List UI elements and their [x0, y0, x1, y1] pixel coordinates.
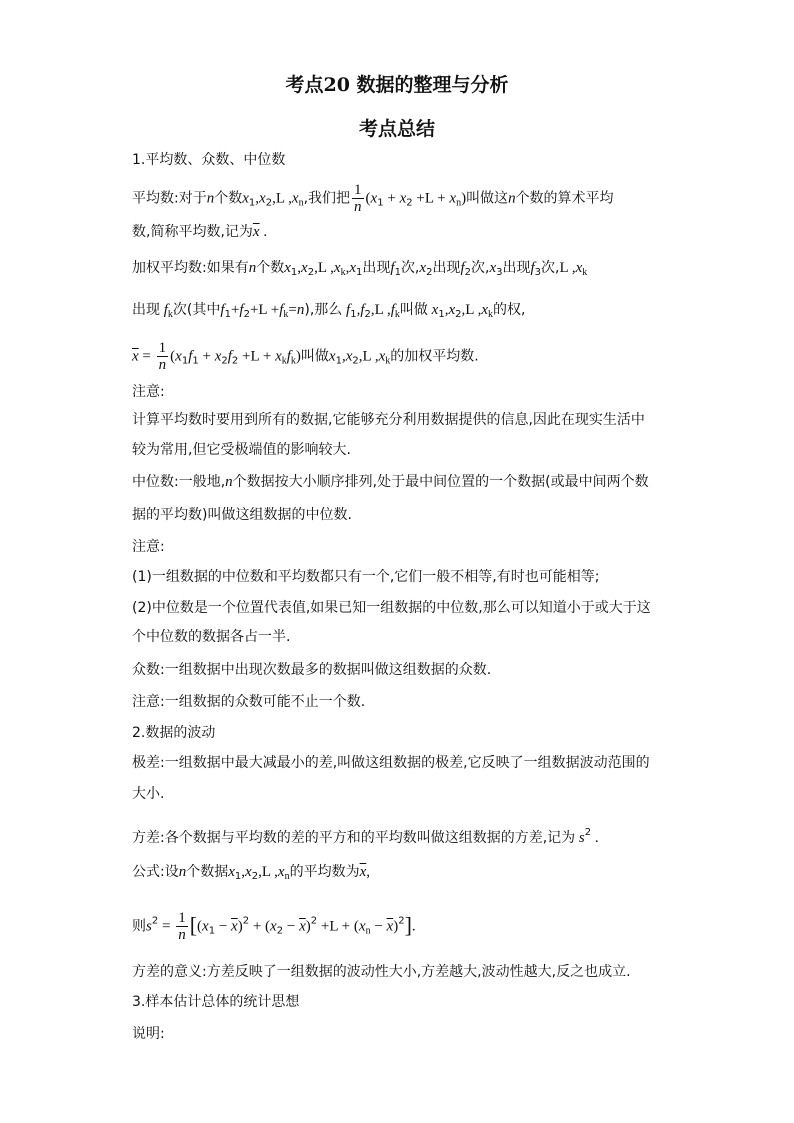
variance-formula-intro: 公式:设n个数据$x_1,x_2,L$ $,x_n$的平均数为$\overline{x}$,: [132, 864, 371, 882]
range-definition-line2: 大小.: [132, 786, 165, 802]
mean-definition: 平均数:对于n个数$x_1,x_2,L$ $,x_n$,我们把 $\frac{1}{n}$ $(x_1 + x_2 +L + x_n)$叫做这n个数的算术平均: [132, 182, 614, 215]
median-definition-line2: 据的平均数)叫做这组数据的中位数.: [132, 507, 352, 523]
section-2-heading: 2.数据的波动: [132, 725, 216, 741]
note-paragraph-line2: 较为常用,但它受极端值的影响较大.: [132, 442, 351, 458]
note-label: 注意:: [132, 384, 165, 400]
note-item-2-line2: 个中位数的数据各占一半.: [132, 629, 291, 645]
page-title: 考点20 数据的整理与分析: [285, 74, 509, 96]
mode-note: 注意:一组数据的众数可能不止一个数.: [132, 694, 366, 710]
section-1-heading: 1.平均数、众数、中位数: [132, 152, 286, 168]
variance-formula: 则$s^2$ = $\frac{1}{n}$ $[(x_1 - \overline{x})^2 + (x_2 - \overline{x})^2 +L + (x_n - \overline{x})^2]$.: [132, 910, 416, 943]
note-paragraph-line1: 计算平均数时要用到所有的数据,它能够充分利用数据提供的信息,因此在现实生活中: [132, 412, 645, 428]
mean-definition-line2: 数,简称平均数,记为$\overline{x}$ .: [132, 224, 268, 240]
weighted-mean-line3: $\overline{x}$ = $\frac{1}{n}$ $(x_1f_1 + x_2f_2 +L + x_kf_k)$叫做$x_1,x_2,L$ $,x_k$的加权平均数.: [132, 340, 479, 373]
mode-definition: 众数:一组数据中出现次数最多的数据叫做这组数据的众数.: [132, 662, 492, 678]
note-item-2: (2)中位数是一个位置代表值,如果已知一组数据的中位数,那么可以知道小于或大于这: [132, 600, 651, 616]
range-definition: 极差:一组数据中最大减最小的差,叫做这组数据的极差,它反映了一组数据波动范围的: [132, 755, 650, 771]
note-item-1: (1)一组数据的中位数和平均数都只有一个,它们一般不相等,有时也可能相等;: [132, 569, 600, 585]
weighted-mean-line1: 加权平均数:如果有n个数$x_1,x_2,L$ $,x_k,x_1$出现$f_1$次$,x_2$出现$f_2$次$,x_3$出现$f_3$次,L $,x_k$: [132, 260, 588, 278]
section-3-heading: 3.样本估计总体的统计思想: [132, 994, 300, 1010]
note-label-2: 注意:: [132, 539, 165, 555]
median-definition: 中位数:一般地,n个数据按大小顺序排列,处于最中间位置的一个数据(或最中间两个数: [132, 474, 649, 490]
weighted-mean-line2: 出现 $f_k$次(其中$f_1+f_2+L +f_k=n$),那么 $f_1,f_2,L$ $,f_k$叫做 $x_1,x_2,L$ $,x_k$的权,: [132, 302, 526, 320]
variance-definition: 方差:各个数据与平均数的差的平方和的平均数叫做这组数据的方差,记为 $s^2$ .: [132, 827, 599, 846]
variance-meaning: 方差的意义:方差反映了一组数据的波动性大小,方差越大,波动性越大,反之也成立.: [132, 964, 631, 980]
explain-label: 说明:: [132, 1026, 165, 1042]
page-subtitle: 考点总结: [358, 118, 435, 140]
